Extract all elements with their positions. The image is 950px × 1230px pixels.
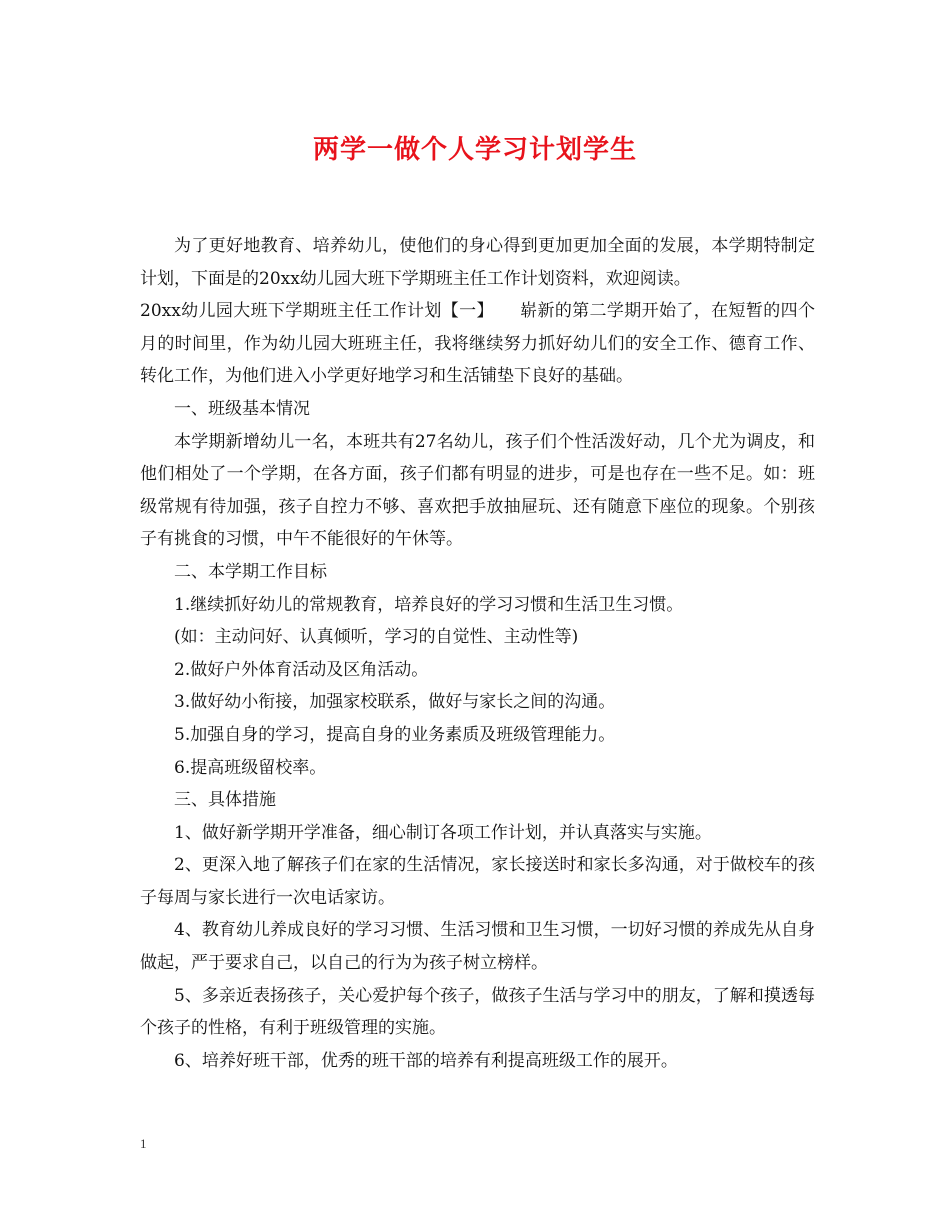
section-heading: 一、班级基本情况 (174, 398, 310, 419)
list-item: 1.继续抓好幼儿的常规教育，培养良好的学习习惯和生活卫生习惯。 (174, 594, 684, 615)
list-item: 5、多亲近表扬孩子，关心爱护每个孩子，做孩子生活与学习中的朋友，了解和摸透每个孩子的性格，有利于班级管理的实施。 (140, 985, 815, 1039)
paragraph: 为了更好地教育、培养幼儿，使他们的身心得到更加更加全面的发展，本学期特制定计划，下面是的20xx幼儿园大班下学期班主任工作计划资料，欢迎阅读。 (140, 236, 815, 289)
paragraph: 本学期新增幼儿一名，本班共有27名幼儿，孩子们个性活泼好动，几个尤为调皮，和他们相处了一个学期，在各方面，孩子们都有明显的进步，可是也存在一些不足。如：班级常规有待加强，孩子自控力不够、喜欢把手放抽屉玩、还有随意下座位的现象。个别孩子有挑食的习惯，中午不能很好的午休等。 (140, 431, 815, 550)
list-item: 2、更深入地了解孩子们在家的生活情况，家长接送时和家长多沟通，对于做校车的孩子每周与家长进行一次电话家访。 (140, 855, 815, 908)
section-heading: 二、本学期工作目标 (174, 561, 327, 582)
paragraph: 20xx幼儿园大班下学期班主任工作计划【一】 崭新的第二学期开始了，在短暂的四个月的时间里，作为幼儿园大班班主任，我将继续努力抓好幼儿们的安全工作、德育工作、转化工作，为他们进入小学更好地学习和生活铺垫下良好的基础。 (140, 301, 815, 387)
document-title: 两学一做个人学习计划学生 (312, 135, 637, 165)
section-heading: 三、具体措施 (174, 790, 276, 811)
document-body (140, 230, 815, 1077)
list-item: 6、培养好班干部，优秀的班干部的培养有利提高班级工作的展开。 (174, 1050, 678, 1071)
list-item: 2.做好户外体育活动及区角活动。 (174, 659, 429, 680)
list-item: (如：主动问好、认真倾听，学习的自觉性、主动性等) (174, 627, 579, 648)
list-item: 1、做好新学期开学准备，细心制订各项工作计划，并认真落实与实施。 (174, 822, 712, 843)
list-item: 5.加强自身的学习，提高自身的业务素质及班级管理能力。 (174, 724, 616, 745)
list-item: 6.提高班级留校率。 (174, 757, 327, 778)
list-item: 3.做好幼小衔接，加强家校联系，做好与家长之间的沟通。 (174, 692, 616, 713)
list-item: 4、教育幼儿养成良好的学习习惯、生活习惯和卫生习惯，一切好习惯的养成先从自身做起，严于要求自己，以自己的行为为孩子树立榜样。 (140, 920, 815, 974)
page-number: 1 (140, 1136, 147, 1151)
